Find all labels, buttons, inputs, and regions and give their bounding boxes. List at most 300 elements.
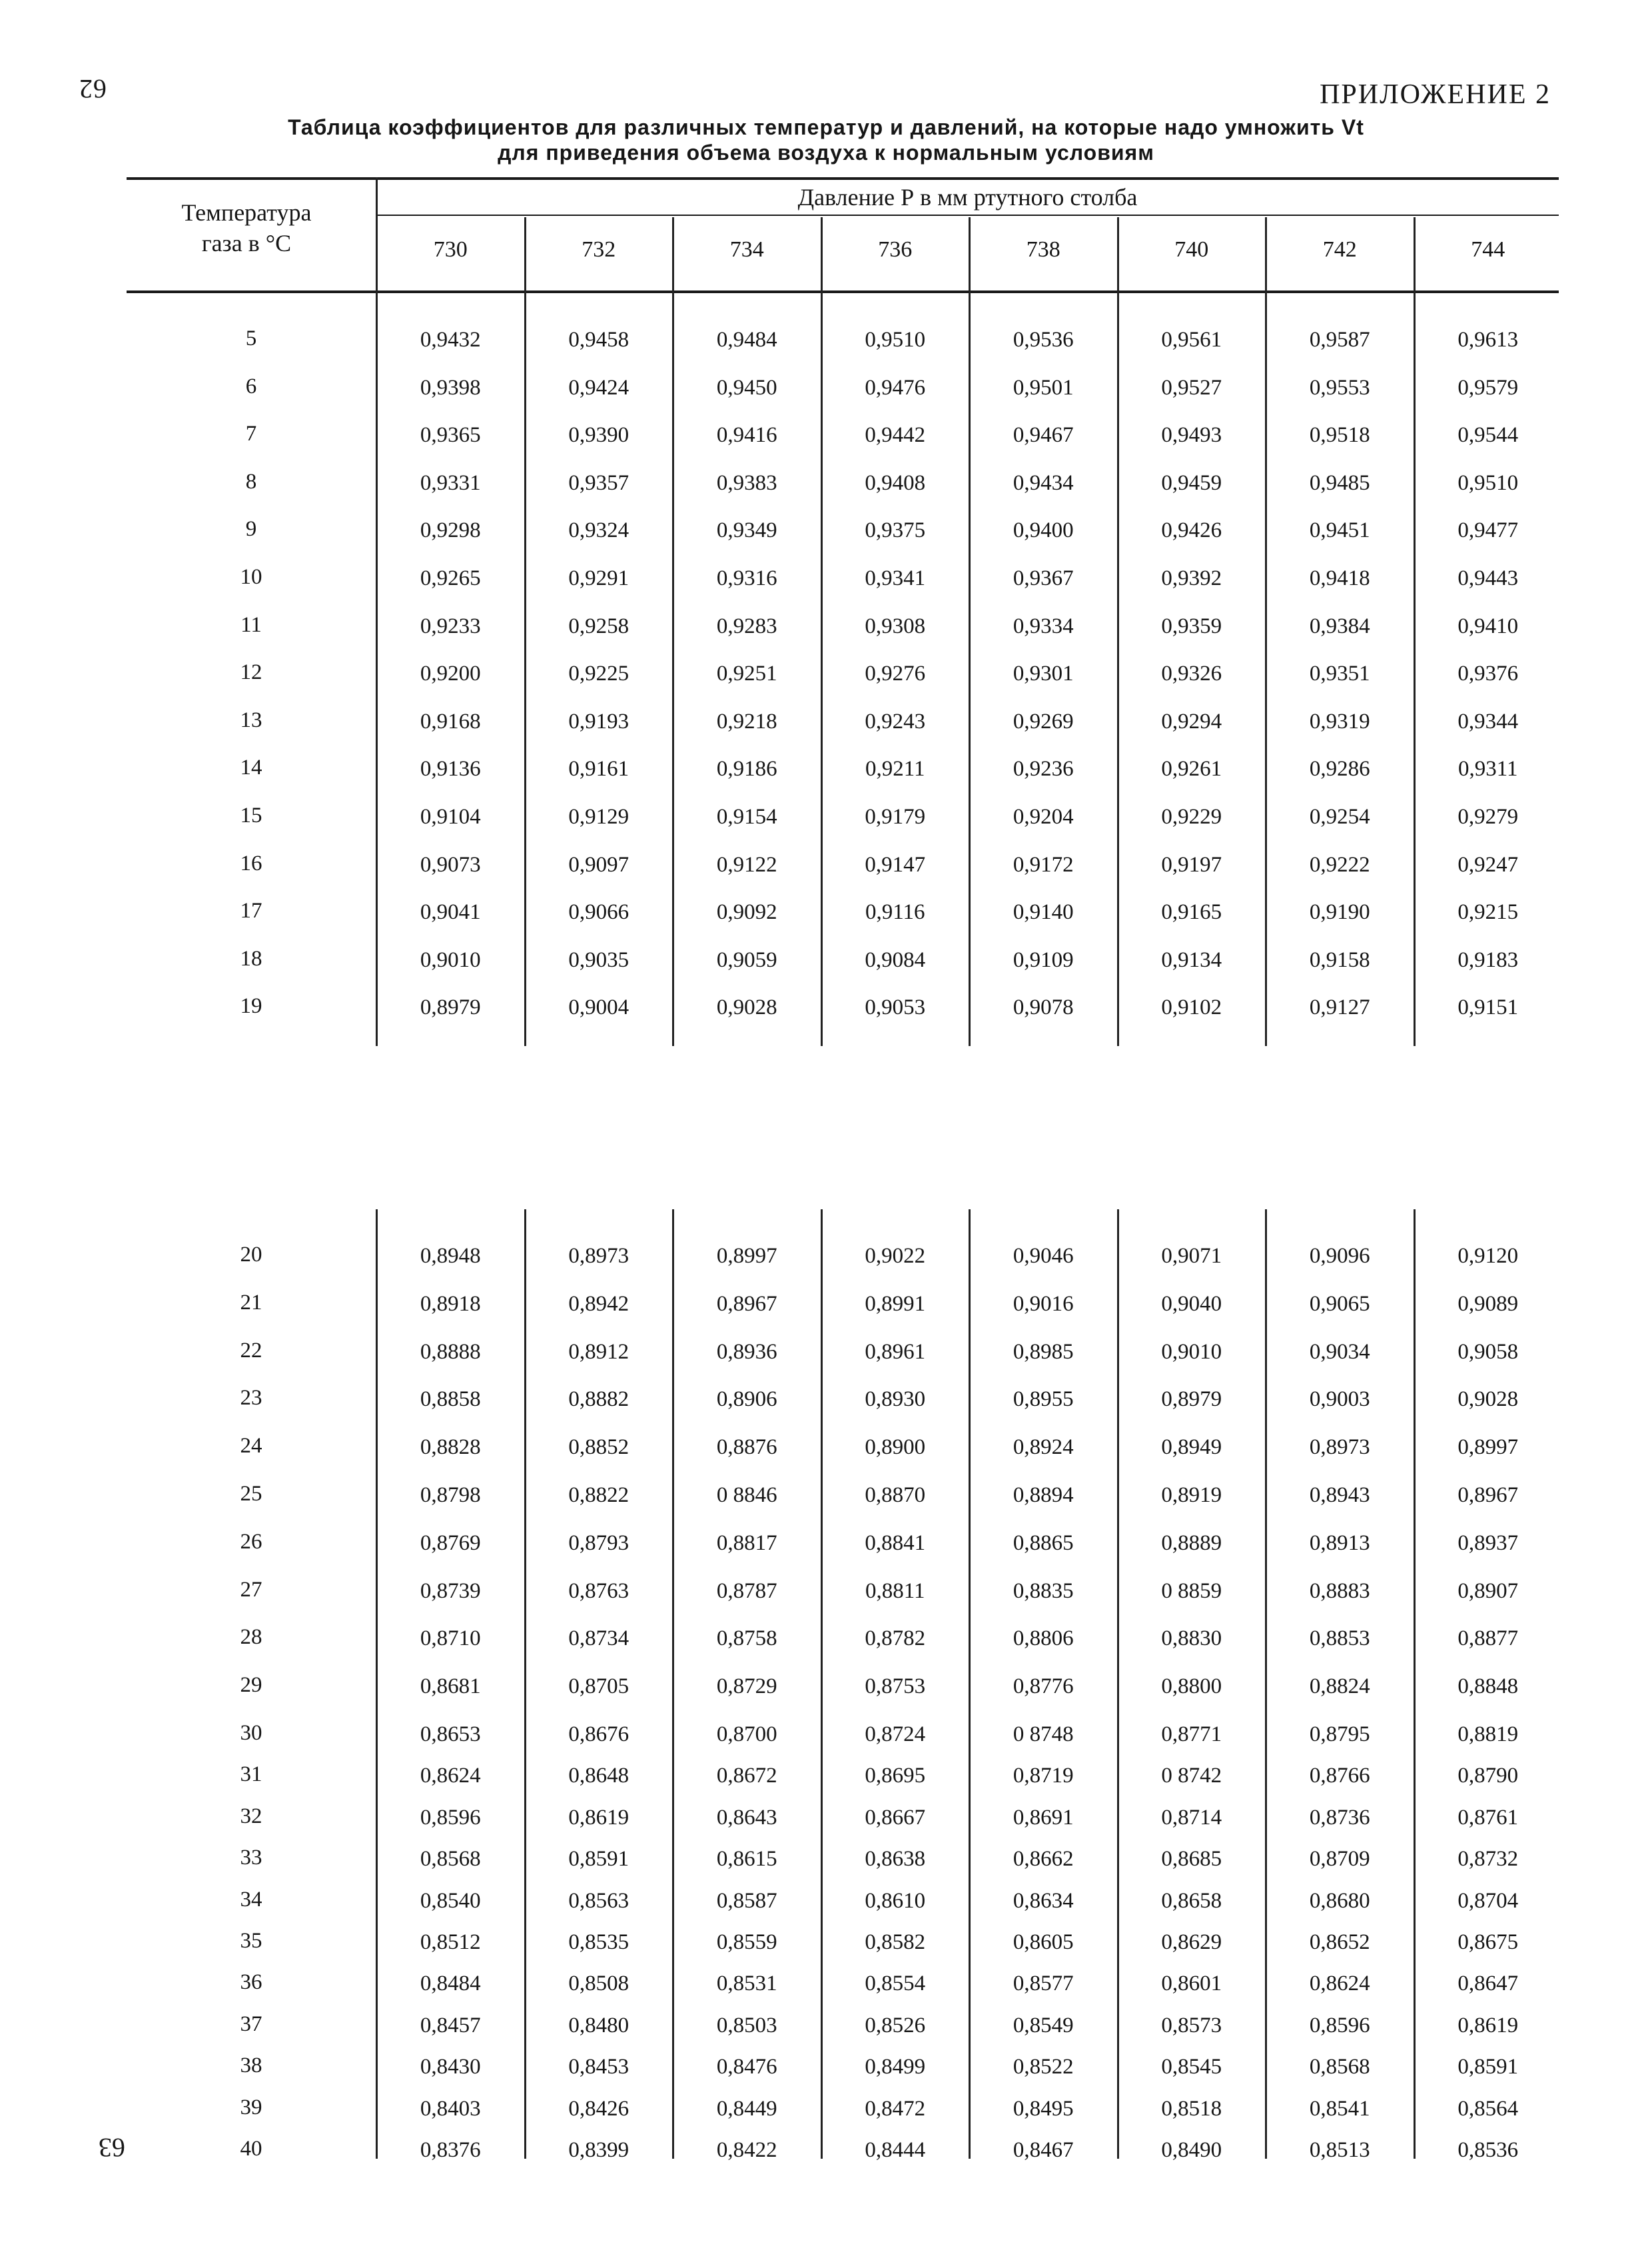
coefficient-cell: 0,9229 (1161, 805, 1222, 829)
coefficient-cell: 0,8453 (568, 2055, 629, 2079)
coefficient-cell: 0,8681 (420, 1674, 481, 1699)
table-caption (127, 115, 1525, 165)
coefficient-cell: 0,8979 (1161, 1387, 1222, 1412)
coefficient-cell: 0,9493 (1161, 423, 1222, 448)
coefficient-cell: 0,9073 (420, 852, 481, 877)
coefficient-cell: 0,9334 (1013, 614, 1074, 638)
temperature-cell: 24 (240, 1434, 262, 1458)
coefficient-cell: 0,8476 (716, 2055, 777, 2079)
coefficient-cell: 0,9587 (1309, 328, 1370, 352)
coefficient-cell: 0,8559 (716, 1930, 777, 1954)
coefficient-cell: 0,9579 (1457, 375, 1519, 400)
coefficient-cell: 0,9096 (1309, 1244, 1370, 1268)
coefficient-cell: 0,8672 (716, 1764, 777, 1788)
coefficient-cell: 0,8568 (420, 1847, 481, 1872)
coefficient-cell: 0,8858 (420, 1387, 481, 1412)
coefficient-cell: 0,9294 (1161, 709, 1222, 734)
coefficient-cell: 0,8997 (1457, 1435, 1519, 1460)
coefficient-cell: 0,9004 (568, 995, 629, 1020)
coefficient-cell: 0,8973 (1309, 1435, 1370, 1460)
pressure-header-740: 740 (1174, 237, 1209, 262)
coefficient-cell: 0,8776 (1013, 1674, 1074, 1699)
coefficient-cell: 0,9451 (1309, 518, 1370, 543)
coefficient-cell: 0,9485 (1309, 470, 1370, 495)
coefficient-cell: 0,9458 (568, 328, 629, 352)
coefficient-cell: 0,9561 (1161, 328, 1222, 352)
coefficient-cell: 0,8817 (716, 1530, 777, 1555)
temperature-cell: 16 (240, 851, 262, 875)
coefficient-cell: 0,8652 (1309, 1930, 1370, 1954)
temperature-cell: 32 (240, 1804, 262, 1828)
coefficient-cell: 0,8991 (865, 1291, 926, 1316)
coefficient-cell: 0,9172 (1013, 852, 1074, 877)
coefficient-cell: 0,8563 (568, 1888, 629, 1913)
coefficient-cell: 0,9104 (420, 805, 481, 829)
coefficient-cell: 0,9484 (716, 328, 777, 352)
page-number-bottom: 63 (99, 2133, 125, 2163)
coefficient-cell: 0,8800 (1161, 1674, 1222, 1699)
coefficient-cell: 0,9028 (1457, 1387, 1519, 1412)
coefficient-cell: 0,8705 (568, 1674, 629, 1699)
column-divider (672, 217, 674, 1046)
coefficient-cell: 0,8376 (420, 2138, 481, 2162)
coefficient-cell: 0,8619 (568, 1805, 629, 1830)
caption-line-1: Таблица коэффициентов для различных температур и давлений, на которые надо умножить Vt (288, 115, 1364, 139)
coefficient-cell: 0,8513 (1309, 2138, 1370, 2162)
coefficient-cell: 0,9265 (420, 566, 481, 590)
coefficient-cell: 0,9116 (865, 900, 925, 925)
coefficient-cell: 0,8472 (865, 2096, 926, 2121)
coefficient-cell: 0,8824 (1309, 1674, 1370, 1699)
coefficient-cell: 0,9383 (716, 470, 777, 495)
coefficient-cell: 0,9065 (1309, 1291, 1370, 1316)
coefficient-cell: 0,8596 (1309, 2013, 1370, 2037)
temperature-cell: 31 (240, 1762, 262, 1787)
coefficient-cell: 0,8830 (1161, 1626, 1222, 1651)
coefficient-cell: 0,9134 (1161, 947, 1222, 972)
coefficient-cell: 0,8937 (1457, 1530, 1519, 1555)
temperature-cell: 10 (240, 565, 262, 589)
temperature-cell: 37 (240, 2011, 262, 2036)
coefficient-cell: 0,8882 (568, 1387, 629, 1412)
coefficient-cell: 0,9127 (1309, 995, 1370, 1020)
coefficient-cell: 0,9443 (1457, 566, 1519, 590)
coefficient-cell: 0,8883 (1309, 1578, 1370, 1603)
coefficient-cell: 0,8787 (716, 1578, 777, 1603)
coefficient-cell: 0,9291 (568, 566, 629, 590)
coefficient-cell: 0,9544 (1457, 423, 1519, 448)
table-top-rule (127, 177, 1559, 180)
coefficient-cell: 0,9028 (716, 995, 777, 1020)
coefficient-cell: 0,8769 (420, 1530, 481, 1555)
coefficient-cell: 0,8967 (1457, 1483, 1519, 1507)
coefficient-cell: 0,8536 (1457, 2138, 1519, 2162)
coefficient-cell: 0,8540 (420, 1888, 481, 1913)
coefficient-cell: 0,8924 (1013, 1435, 1074, 1460)
coefficient-cell: 0,8695 (865, 1764, 926, 1788)
coefficient-cell: 0,9283 (716, 614, 777, 638)
coefficient-cell: 0,9510 (865, 328, 926, 352)
temperature-cell: 19 (240, 994, 262, 1019)
coefficient-cell: 0,8894 (1013, 1483, 1074, 1507)
coefficient-cell: 0,9089 (1457, 1291, 1519, 1316)
column-divider (1265, 1209, 1267, 2159)
coefficient-cell: 0,8822 (568, 1483, 629, 1507)
page-number-top: 62 (79, 74, 107, 104)
coefficient-cell: 0,8943 (1309, 1483, 1370, 1507)
coefficient-cell: 0,9359 (1161, 614, 1222, 638)
coefficient-cell: 0,8828 (420, 1435, 481, 1460)
header-bottom-rule (127, 290, 1559, 293)
temperature-cell: 13 (240, 708, 262, 732)
coefficient-cell: 0,8848 (1457, 1674, 1519, 1699)
coefficient-cell: 0,8422 (716, 2138, 777, 2162)
coefficient-cell: 0,8876 (716, 1435, 777, 1460)
coefficient-cell: 0,9365 (420, 423, 481, 448)
coefficient-cell: 0,8638 (865, 1847, 926, 1872)
coefficient-cell: 0,9046 (1013, 1244, 1074, 1268)
coefficient-cell: 0,9151 (1457, 995, 1519, 1020)
pressure-header-730: 730 (433, 237, 468, 262)
coefficient-cell: 0,9053 (865, 995, 926, 1020)
coefficient-cell: 0,8591 (1457, 2055, 1519, 2079)
coefficient-cell: 0,9154 (716, 805, 777, 829)
coefficient-cell: 0,8763 (568, 1578, 629, 1603)
coefficient-cell: 0,8913 (1309, 1530, 1370, 1555)
coefficient-cell: 0,9183 (1457, 947, 1519, 972)
coefficient-cell: 0,8605 (1013, 1930, 1074, 1954)
coefficient-cell: 0,9179 (865, 805, 926, 829)
coefficient-cell: 0,9442 (865, 423, 926, 448)
coefficient-cell: 0,8449 (716, 2096, 777, 2121)
temperature-cell: 33 (240, 1846, 262, 1870)
coefficient-cell: 0,9010 (1161, 1339, 1222, 1364)
temperature-cell: 21 (240, 1290, 262, 1315)
coefficient-cell: 0,8662 (1013, 1847, 1074, 1872)
column-divider (821, 217, 823, 1046)
coefficient-cell: 0,9344 (1457, 709, 1519, 734)
coefficient-cell: 0,8426 (568, 2096, 629, 2121)
column-divider (1117, 217, 1119, 1046)
coefficient-cell: 0,9165 (1161, 900, 1222, 925)
coefficient-cell: 0,8709 (1309, 1847, 1370, 1872)
coefficient-cell: 0,8870 (865, 1483, 926, 1507)
coefficient-cell: 0,8444 (865, 2138, 926, 2162)
coefficient-cell: 0,9016 (1013, 1291, 1074, 1316)
coefficient-cell: 0,8522 (1013, 2055, 1074, 2079)
coefficient-cell: 0,9410 (1457, 614, 1519, 638)
coefficient-cell: 0,9426 (1161, 518, 1222, 543)
coefficient-cell: 0,8624 (420, 1764, 481, 1788)
column-divider (376, 1209, 378, 2159)
coefficient-cell: 0,8811 (865, 1578, 925, 1603)
coefficient-cell: 0,9122 (716, 852, 777, 877)
temperature-cell: 35 (240, 1929, 262, 1953)
coefficient-cell: 0,8835 (1013, 1578, 1074, 1603)
coefficient-cell: 0,9190 (1309, 900, 1370, 925)
coefficient-cell: 0,9059 (716, 947, 777, 972)
column-divider (821, 1209, 823, 2159)
coefficient-cell: 0,9222 (1309, 852, 1370, 877)
column-divider (524, 217, 526, 1046)
coefficient-cell: 0,8490 (1161, 2138, 1222, 2162)
column-divider (672, 1209, 674, 2159)
coefficient-cell: 0,9418 (1309, 566, 1370, 590)
coefficient-cell: 0,8806 (1013, 1626, 1074, 1651)
coefficient-cell: 0,8545 (1161, 2055, 1222, 2079)
coefficient-cell: 0,8852 (568, 1435, 629, 1460)
temperature-cell: 25 (240, 1482, 262, 1506)
temperature-cell: 17 (240, 899, 262, 923)
temperature-cell: 30 (240, 1721, 262, 1745)
coefficient-cell: 0,8531 (716, 1972, 777, 1996)
coefficient-cell: 0,9408 (865, 470, 926, 495)
coefficient-cell: 0,9071 (1161, 1244, 1222, 1268)
temperature-cell: 7 (245, 422, 257, 446)
coefficient-cell: 0,9247 (1457, 852, 1519, 877)
coefficient-cell: 0,8430 (420, 2055, 481, 2079)
coefficient-cell: 0,8499 (865, 2055, 926, 2079)
coefficient-cell: 0,8919 (1161, 1483, 1222, 1507)
coefficient-cell: 0 8859 (1161, 1578, 1222, 1603)
coefficient-cell: 0,8771 (1161, 1722, 1222, 1746)
coefficient-cell: 0,9225 (568, 662, 629, 686)
coefficient-cell: 0,9301 (1013, 662, 1074, 686)
coefficient-cell: 0,8648 (568, 1764, 629, 1788)
temperature-cell: 8 (245, 469, 257, 494)
coefficient-cell: 0,9186 (716, 757, 777, 782)
coefficient-cell: 0,8949 (1161, 1435, 1222, 1460)
coefficient-cell: 0,8877 (1457, 1626, 1519, 1651)
coefficient-cell: 0,8795 (1309, 1722, 1370, 1746)
coefficient-cell: 0,9501 (1013, 375, 1074, 400)
coefficient-cell: 0,8736 (1309, 1805, 1370, 1830)
coefficient-cell: 0,9459 (1161, 470, 1222, 495)
coefficient-cell: 0,9375 (865, 518, 926, 543)
coefficient-cell: 0,9424 (568, 375, 629, 400)
coefficient-cell: 0,9613 (1457, 328, 1519, 352)
coefficient-cell: 0,9276 (865, 662, 926, 686)
coefficient-cell: 0,8930 (865, 1387, 926, 1412)
coefficient-cell: 0,9518 (1309, 423, 1370, 448)
coefficient-cell: 0,8541 (1309, 2096, 1370, 2121)
coefficient-cell: 0,8601 (1161, 1972, 1222, 1996)
coefficient-cell: 0,8819 (1457, 1722, 1519, 1746)
coefficient-cell: 0,8739 (420, 1578, 481, 1603)
coefficient-cell: 0,8685 (1161, 1847, 1222, 1872)
coefficient-cell: 0,8634 (1013, 1888, 1074, 1913)
pressure-header-736: 736 (878, 237, 913, 262)
coefficient-cell: 0,8518 (1161, 2096, 1222, 2121)
coefficient-cell: 0,9477 (1457, 518, 1519, 543)
coefficient-cell: 0,8596 (420, 1805, 481, 1830)
coefficient-cell: 0,8936 (716, 1339, 777, 1364)
coefficient-cell: 0,9341 (865, 566, 926, 590)
coefficient-cell: 0,9319 (1309, 709, 1370, 734)
coefficient-cell: 0 8748 (1013, 1722, 1074, 1746)
temperature-cell: 39 (240, 2095, 262, 2119)
coefficient-cell: 0,9010 (420, 947, 481, 972)
temperature-cell: 38 (240, 2053, 262, 2078)
temperature-cell: 27 (240, 1577, 262, 1602)
coefficient-cell: 0,9432 (420, 328, 481, 352)
coefficient-cell: 0,9215 (1457, 900, 1519, 925)
coefficient-cell: 0,9041 (420, 900, 481, 925)
coefficient-cell: 0,8907 (1457, 1578, 1519, 1603)
coefficient-cell: 0,9161 (568, 757, 629, 782)
coefficient-cell: 0,9392 (1161, 566, 1222, 590)
coefficient-cell: 0,9211 (865, 757, 925, 782)
temperature-column-header (133, 197, 360, 259)
column-divider (1265, 217, 1267, 1046)
coefficient-cell: 0,9467 (1013, 423, 1074, 448)
coefficient-cell: 0,9236 (1013, 757, 1074, 782)
coefficient-cell: 0,9243 (865, 709, 926, 734)
coefficient-cell: 0,9147 (865, 852, 926, 877)
coefficient-cell: 0,8942 (568, 1291, 629, 1316)
coefficient-cell: 0,8948 (420, 1244, 481, 1268)
coefficient-cell: 0,9308 (865, 614, 926, 638)
temperature-cell: 20 (240, 1243, 262, 1267)
coefficient-cell: 0,9367 (1013, 566, 1074, 590)
coefficient-cell: 0,9078 (1013, 995, 1074, 1020)
coefficient-cell: 0,8610 (865, 1888, 926, 1913)
coefficient-cell: 0,9331 (420, 470, 481, 495)
column-divider (1117, 1209, 1119, 2159)
coefficient-cell: 0,8568 (1309, 2055, 1370, 2079)
coefficient-cell: 0,8724 (865, 1722, 926, 1746)
column-divider (376, 177, 378, 1046)
coefficient-cell: 0,8535 (568, 1930, 629, 1954)
coefficient-cell: 0,8675 (1457, 1930, 1519, 1954)
coefficient-cell: 0,9200 (420, 662, 481, 686)
coefficient-cell: 0,9349 (716, 518, 777, 543)
coefficient-cell: 0,8577 (1013, 1972, 1074, 1996)
coefficient-cell: 0,9193 (568, 709, 629, 734)
coefficient-cell: 0,8512 (420, 1930, 481, 1954)
coefficient-cell: 0,8591 (568, 1847, 629, 1872)
coefficient-cell: 0,8710 (420, 1626, 481, 1651)
coefficient-cell: 0,8900 (865, 1435, 926, 1460)
coefficient-cell: 0,9434 (1013, 470, 1074, 495)
coefficient-cell: 0,9384 (1309, 614, 1370, 638)
coefficient-cell: 0,8526 (865, 2013, 926, 2037)
temperature-cell: 29 (240, 1673, 262, 1698)
coefficient-cell: 0,9034 (1309, 1339, 1370, 1364)
coefficient-cell: 0,9286 (1309, 757, 1370, 782)
coefficient-cell: 0,8906 (716, 1387, 777, 1412)
coefficient-cell: 0,8480 (568, 2013, 629, 2037)
coefficient-cell: 0,8587 (716, 1888, 777, 1913)
coefficient-cell: 0,9058 (1457, 1339, 1519, 1364)
coefficient-cell: 0,9218 (716, 709, 777, 734)
coefficient-cell: 0,8484 (420, 1972, 481, 1996)
coefficient-cell: 0,8798 (420, 1483, 481, 1507)
temperature-cell: 23 (240, 1386, 262, 1411)
coefficient-cell: 0,9326 (1161, 662, 1222, 686)
coefficient-cell: 0,8955 (1013, 1387, 1074, 1412)
coefficient-cell: 0,8467 (1013, 2138, 1074, 2162)
coefficient-cell: 0,9254 (1309, 805, 1370, 829)
coefficient-cell: 0,9400 (1013, 518, 1074, 543)
coefficient-cell: 0,8554 (865, 1972, 926, 1996)
temperature-cell: 12 (240, 660, 262, 685)
coefficient-cell: 0 8742 (1161, 1764, 1222, 1788)
coefficient-cell: 0,9022 (865, 1244, 926, 1268)
temperature-header-line-2: газа в °С (201, 230, 292, 257)
coefficient-cell: 0,8647 (1457, 1972, 1519, 1996)
temperature-cell: 11 (240, 612, 262, 637)
coefficient-cell: 0,9233 (420, 614, 481, 638)
coefficient-cell: 0,8457 (420, 2013, 481, 2037)
coefficient-cell: 0,9197 (1161, 852, 1222, 877)
temperature-cell: 36 (240, 1970, 262, 1995)
coefficient-cell: 0,8700 (716, 1722, 777, 1746)
coefficient-cell: 0,9158 (1309, 947, 1370, 972)
pressure-header-738: 738 (1026, 237, 1060, 262)
column-divider (1414, 1209, 1416, 2159)
coefficient-cell: 0,9258 (568, 614, 629, 638)
pressure-header-742: 742 (1322, 237, 1357, 262)
coefficient-cell: 0,8680 (1309, 1888, 1370, 1913)
coefficient-cell: 0,8624 (1309, 1972, 1370, 1996)
coefficient-cell: 0,8985 (1013, 1339, 1074, 1364)
temperature-cell: 6 (245, 374, 257, 398)
column-divider (524, 1209, 526, 2159)
coefficient-cell: 0,9311 (1457, 757, 1518, 782)
coefficient-cell: 0,9003 (1309, 1387, 1370, 1412)
coefficient-cell: 0,9527 (1161, 375, 1222, 400)
coefficient-cell: 0,9357 (568, 470, 629, 495)
coefficient-cell: 0,8615 (716, 1847, 777, 1872)
coefficient-cell: 0,8403 (420, 2096, 481, 2121)
coefficient-cell: 0,8888 (420, 1339, 481, 1364)
coefficient-cell: 0,8918 (420, 1291, 481, 1316)
coefficient-cell: 0,9416 (716, 423, 777, 448)
coefficient-cell: 0,8841 (865, 1530, 926, 1555)
temperature-cell: 15 (240, 804, 262, 828)
coefficient-cell: 0,8729 (716, 1674, 777, 1699)
coefficient-cell: 0,9251 (716, 662, 777, 686)
coefficient-cell: 0,8495 (1013, 2096, 1074, 2121)
coefficient-cell: 0,8549 (1013, 2013, 1074, 2037)
coefficient-cell: 0,9129 (568, 805, 629, 829)
temperature-cell: 5 (245, 326, 257, 350)
coefficient-cell: 0,9536 (1013, 328, 1074, 352)
coefficient-cell: 0,8399 (568, 2138, 629, 2162)
coefficient-cell: 0,8629 (1161, 1930, 1222, 1954)
coefficient-cell: 0,8719 (1013, 1764, 1074, 1788)
pressure-subheader-rule (376, 215, 1559, 216)
coefficient-cell: 0,8979 (420, 995, 481, 1020)
temperature-cell: 18 (240, 946, 262, 971)
coefficient-cell: 0,8761 (1457, 1805, 1519, 1830)
coefficient-cell: 0,9120 (1457, 1244, 1519, 1268)
coefficient-cell: 0,8667 (865, 1805, 926, 1830)
coefficient-cell: 0,9092 (716, 900, 777, 925)
coefficient-cell: 0,8734 (568, 1626, 629, 1651)
column-divider (969, 1209, 971, 2159)
coefficient-cell: 0,8967 (716, 1291, 777, 1316)
coefficient-cell: 0,8691 (1013, 1805, 1074, 1830)
coefficient-cell: 0,9510 (1457, 470, 1519, 495)
coefficient-cell: 0,8582 (865, 1930, 926, 1954)
column-divider (969, 217, 971, 1046)
coefficient-cell: 0,9476 (865, 375, 926, 400)
coefficient-cell: 0,8508 (568, 1972, 629, 1996)
coefficient-cell: 0 8846 (716, 1483, 777, 1507)
coefficient-cell: 0,9097 (568, 852, 629, 877)
